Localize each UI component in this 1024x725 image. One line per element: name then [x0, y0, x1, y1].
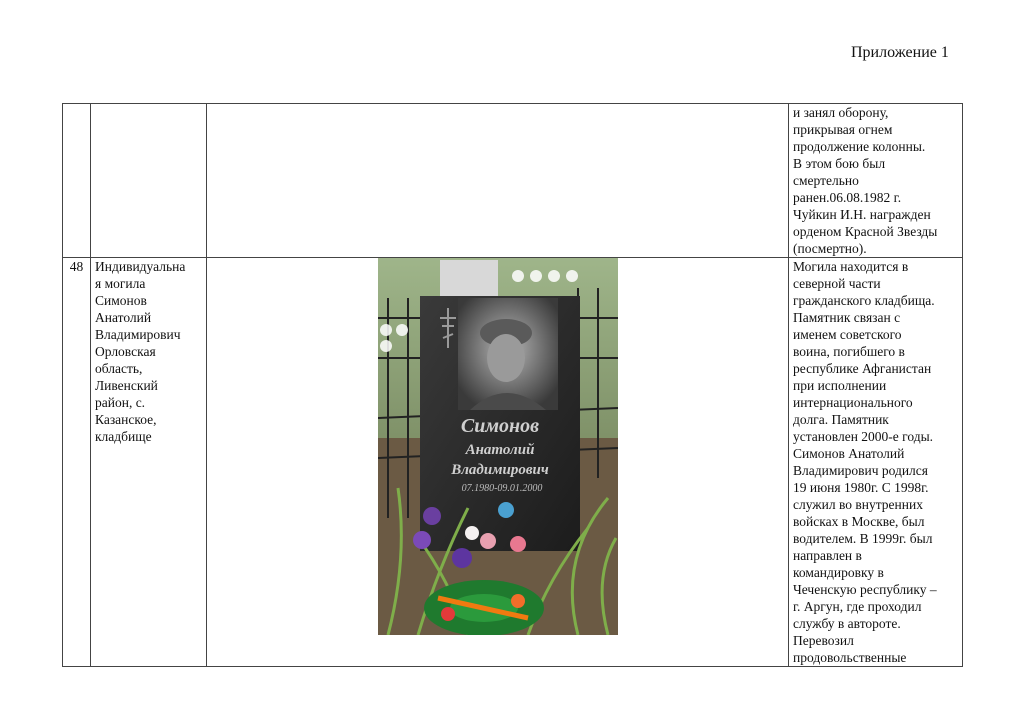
table-row [63, 104, 963, 258]
back-stone [440, 260, 498, 300]
memorial-table [62, 103, 963, 667]
inscription-surname: Симонов [460, 415, 540, 437]
grave-photo [378, 258, 618, 635]
inscription-name: Анатолий [465, 442, 535, 458]
appendix-label: Приложение 1 [851, 44, 949, 61]
name-cell: Индивидуальна я могила Симонов Анатолий Владимирович Орловская область, Ливенский район, с. Казанское, кладбище [91, 258, 207, 667]
inscription-patronymic: Владимирович [451, 462, 549, 478]
row-number-cell [63, 104, 91, 258]
name-cell [91, 104, 207, 258]
table-row [63, 258, 963, 667]
inscription-dates: 07.1980-09.01.2000 [461, 483, 543, 494]
wreath [424, 580, 544, 635]
description-cell: и занял оборону, прикрывая огнем продолжение колонны. В этом бою был смертельно ранен.06.08.1982 г. Чуйкин И.Н. награжден орденом Красной Звезды (посмертно). [789, 104, 963, 258]
photo-cell [207, 258, 789, 667]
description-cell: Могила находится в северной части гражданского кладбища. Памятник связан с именем советского воина, погибшего в республике Афганистан при исполнении интернационального долга. Памятник установлен 2000-е годы. Симонов Анатолий Владимирович родился 19 июня 1980г. С 1998г. служил во внутренних войсках в Москве, был водителем. В 1999г. был направлен в командировку в Чеченскую республику – г. Аргун, где проходил службу в автороте. Перевозил продовольственные [789, 258, 963, 667]
row-number-cell: 48 [63, 258, 91, 667]
photo-cell [207, 104, 789, 258]
